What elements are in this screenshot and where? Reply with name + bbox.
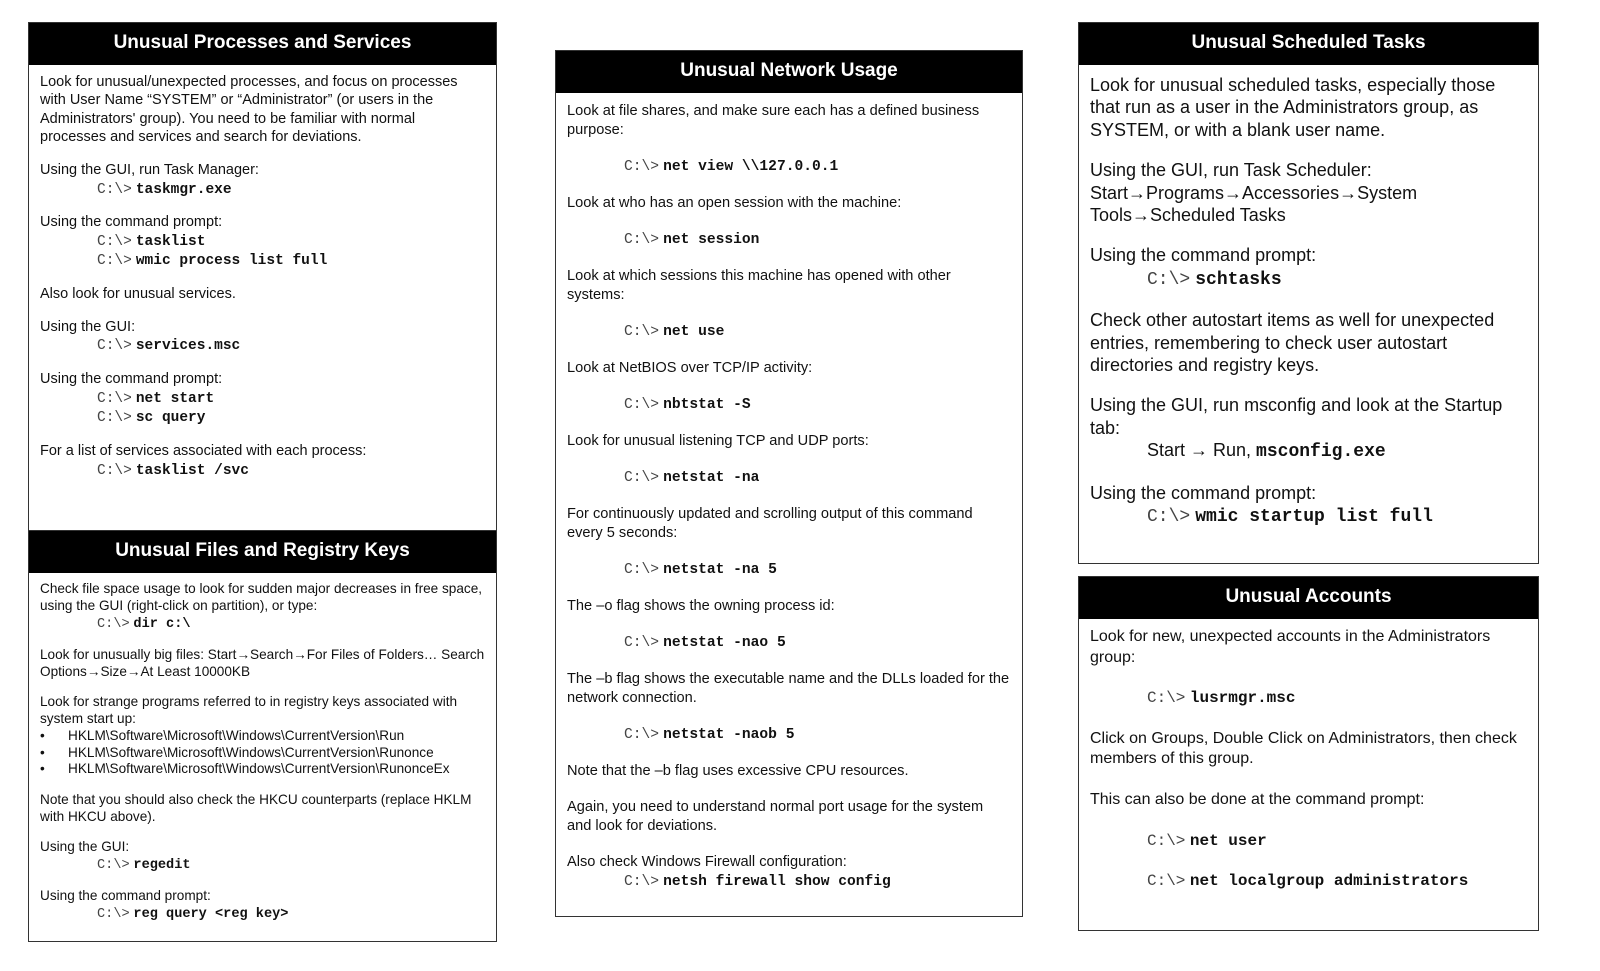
spacer xyxy=(40,825,485,839)
command-line xyxy=(40,408,485,427)
command-text: net start xyxy=(135,390,215,407)
command-text: regedit xyxy=(133,857,191,873)
command-prompt: C:\> xyxy=(97,857,130,873)
unusual-accounts-panel xyxy=(1078,576,1539,931)
spacer xyxy=(567,415,1011,432)
command-prompt: C:\> xyxy=(624,159,660,175)
instruction-text: Start → Run, xyxy=(1147,440,1257,461)
command-text: msconfig.exe xyxy=(1256,442,1386,463)
spacer xyxy=(567,580,1011,597)
command-text: sc query xyxy=(135,410,206,427)
spacer xyxy=(40,304,485,319)
spacer xyxy=(40,428,485,443)
paragraph: Again, you need to understand normal port usage for the system and look for deviations. xyxy=(567,799,984,834)
command-line xyxy=(40,336,485,355)
command-line xyxy=(40,389,485,408)
command-text: netstat -nao 5 xyxy=(663,635,786,651)
paragraph: The –o flag shows the owning process id: xyxy=(567,598,835,614)
spacer xyxy=(40,271,485,286)
paragraph: Using the GUI, run msconfig and look at the Startup tab: xyxy=(1090,395,1503,438)
paragraph: Look at NetBIOS over TCP/IP activity: xyxy=(567,360,813,376)
command-text: wmic startup list full xyxy=(1195,507,1433,528)
paragraph: Using the GUI: xyxy=(40,319,136,336)
spacer xyxy=(1090,770,1527,790)
paragraph: Check file space usage to look for sudden major decreases in free space, using the GUI (right-click on partition), or type: xyxy=(40,581,483,613)
command-prompt: C:\> xyxy=(624,397,660,413)
spacer xyxy=(567,488,1011,505)
command-text: lusrmgr.msc xyxy=(1189,689,1296,708)
spacer xyxy=(567,836,1011,853)
command-prompt: C:\> xyxy=(97,906,130,922)
command-line xyxy=(1090,688,1527,709)
spacer xyxy=(1090,464,1527,482)
unusual-processes-panel xyxy=(28,22,497,531)
command-line xyxy=(40,905,485,924)
spacer xyxy=(567,708,1011,725)
command-line xyxy=(1090,871,1527,892)
paragraph: Look for unusual listening TCP and UDP ports: xyxy=(567,433,869,449)
command-line xyxy=(567,322,1011,342)
paragraph: Using the GUI, run Task Scheduler: xyxy=(1090,160,1372,181)
spacer xyxy=(40,199,485,214)
paragraph: Start→Programs→Accessories→System Tools→Scheduled Tasks xyxy=(1090,182,1418,226)
command-prompt: C:\> xyxy=(1147,269,1191,290)
paragraph: The –b flag shows the executable name and the DLLs loaded for the network connection. xyxy=(567,671,1010,706)
command-text: netstat -na 5 xyxy=(663,562,777,578)
spacer xyxy=(567,177,1011,194)
command-line xyxy=(40,461,485,480)
command-line xyxy=(567,468,1011,488)
spacer xyxy=(567,781,1011,798)
command-line xyxy=(567,633,1011,653)
paragraph: Also look for unusual services. xyxy=(40,286,236,303)
command-text: schtasks xyxy=(1195,269,1282,290)
spacer xyxy=(1090,376,1527,394)
panel-title: Unusual Accounts xyxy=(1079,577,1538,619)
paragraph: Note that you should also check the HKCU counterparts (replace HKLM with HKCU above). xyxy=(40,791,472,824)
command-text: net view \\127.0.0.1 xyxy=(663,159,839,175)
command-prompt: C:\> xyxy=(1147,872,1186,891)
command-text: net localgroup administrators xyxy=(1189,872,1469,891)
panel-body xyxy=(29,65,496,480)
paragraph: This can also be done at the command prompt: xyxy=(1090,790,1425,808)
spacer xyxy=(40,778,485,792)
paragraph: Using the command prompt: xyxy=(40,214,223,231)
spacer xyxy=(40,147,485,162)
command-text: netsh firewall show config xyxy=(663,874,891,890)
paragraph: Look at which sessions this machine has opened with other systems: xyxy=(567,268,951,303)
paragraph: Look at who has an open session with the machine: xyxy=(567,195,902,211)
panel-body xyxy=(29,573,496,924)
command-prompt: C:\> xyxy=(97,390,132,407)
command-text: net session xyxy=(663,232,760,248)
spacer xyxy=(1090,291,1527,309)
instruction-line xyxy=(1090,439,1527,463)
paragraph: For a list of services associated with each process: xyxy=(40,443,367,460)
command-line xyxy=(567,560,1011,580)
registry-key-item: • HKLM\Software\Microsoft\Windows\CurrentVersion\RunonceEx xyxy=(40,761,485,778)
command-text: reg query <reg key> xyxy=(133,906,289,922)
panel-body xyxy=(1079,65,1538,529)
paragraph: Look for new, unexpected accounts in the Administrators group: xyxy=(1090,628,1491,666)
paragraph: Look at file shares, and make sure each has a defined business purpose: xyxy=(567,103,980,138)
spacer xyxy=(567,305,1011,322)
command-line xyxy=(40,615,485,634)
paragraph: Look for unusual/unexpected processes, and focus on processes with User Name “SYSTEM” or “Administrator” (or users in the Administrators' group). You need to be familiar with normal processes and services and search for deviations. xyxy=(40,74,458,146)
spacer xyxy=(567,745,1011,762)
spacer xyxy=(567,451,1011,468)
panel-title: Unusual Network Usage xyxy=(556,51,1022,93)
command-text: services.msc xyxy=(135,338,241,355)
command-prompt: C:\> xyxy=(1147,831,1186,850)
command-prompt: C:\> xyxy=(624,470,660,486)
command-text: net use xyxy=(663,324,725,340)
command-line xyxy=(40,232,485,251)
paragraph: Note that the –b flag uses excessive CPU resources. xyxy=(567,763,909,779)
command-prompt: C:\> xyxy=(624,727,660,743)
command-line xyxy=(567,157,1011,177)
paragraph: Click on Groups, Double Click on Administrators, then check members of this group. xyxy=(1090,729,1517,768)
spacer xyxy=(1090,811,1527,831)
spacer xyxy=(40,875,485,889)
spacer xyxy=(40,633,485,647)
spacer xyxy=(1090,851,1527,871)
panel-title: Unusual Files and Registry Keys xyxy=(29,531,496,573)
spacer xyxy=(567,616,1011,633)
command-text: tasklist xyxy=(135,233,206,250)
command-line xyxy=(40,251,485,270)
command-text: dir c:\ xyxy=(133,616,191,632)
command-prompt: C:\> xyxy=(97,616,130,632)
spacer xyxy=(567,378,1011,395)
registry-key-item: • HKLM\Software\Microsoft\Windows\CurrentVersion\Runonce xyxy=(40,745,485,762)
panel-title: Unusual Scheduled Tasks xyxy=(1079,23,1538,65)
paragraph: Using the command prompt: xyxy=(1090,245,1317,266)
unusual-scheduled-tasks-panel xyxy=(1078,22,1539,564)
command-line xyxy=(567,230,1011,250)
command-prompt: C:\> xyxy=(624,562,660,578)
paragraph: Using the command prompt: xyxy=(40,371,223,388)
paragraph: For continuously updated and scrolling output of this command every 5 seconds: xyxy=(567,506,973,541)
spacer xyxy=(567,342,1011,359)
paragraph: Check other autostart items as well for unexpected entries, remembering to check user autostart directories and registry keys. xyxy=(1090,310,1495,376)
command-text: taskmgr.exe xyxy=(135,181,232,198)
command-text: wmic process list full xyxy=(135,253,328,270)
command-prompt: C:\> xyxy=(624,324,660,340)
spacer xyxy=(1090,668,1527,688)
paragraph: Look for strange programs referred to in registry keys associated with system start up: xyxy=(40,694,458,726)
command-prompt: C:\> xyxy=(97,462,132,479)
command-prompt: C:\> xyxy=(624,232,660,248)
spacer xyxy=(567,543,1011,560)
command-line xyxy=(40,180,485,199)
command-text: netstat -naob 5 xyxy=(663,727,795,743)
command-prompt: C:\> xyxy=(97,410,132,427)
spacer xyxy=(1090,141,1527,159)
spacer xyxy=(1090,226,1527,244)
spacer xyxy=(567,213,1011,230)
command-line xyxy=(1090,504,1527,528)
registry-key-item: • HKLM\Software\Microsoft\Windows\CurrentVersion\Run xyxy=(40,728,485,745)
command-line xyxy=(1090,831,1527,852)
paragraph: Using the command prompt: xyxy=(40,888,211,904)
paragraph: Look for unusually big files: Start→Search→For Files of Folders… Search Options→Size→At Least 10000KB xyxy=(40,646,485,679)
command-line xyxy=(1090,267,1527,291)
command-prompt: C:\> xyxy=(97,338,132,355)
command-line xyxy=(567,872,1011,892)
spacer xyxy=(40,681,485,695)
command-text: nbtstat -S xyxy=(663,397,751,413)
paragraph: Look for unusual scheduled tasks, especially those that run as a user in the Administrators group, as SYSTEM, or with a blank user name. xyxy=(1090,75,1496,140)
spacer xyxy=(1090,709,1527,729)
command-prompt: C:\> xyxy=(97,181,132,198)
panel-title: Unusual Processes and Services xyxy=(29,23,496,65)
unusual-network-panel xyxy=(555,50,1023,917)
paragraph: Using the GUI, run Task Manager: xyxy=(40,162,259,179)
command-text: net user xyxy=(1189,831,1267,850)
paragraph: Using the command prompt: xyxy=(1090,482,1317,503)
spacer xyxy=(567,653,1011,670)
command-prompt: C:\> xyxy=(97,233,132,250)
panel-body xyxy=(1079,619,1538,892)
command-line xyxy=(567,725,1011,745)
paragraph: Also check Windows Firewall configuration: xyxy=(567,854,847,870)
panel-body xyxy=(556,93,1022,892)
command-prompt: C:\> xyxy=(1147,689,1186,708)
spacer xyxy=(40,356,485,371)
command-prompt: C:\> xyxy=(97,253,132,270)
spacer xyxy=(567,250,1011,267)
command-prompt: C:\> xyxy=(624,635,660,651)
command-prompt: C:\> xyxy=(1147,507,1191,528)
command-line xyxy=(40,856,485,875)
unusual-files-panel xyxy=(28,530,497,942)
paragraph: Using the GUI: xyxy=(40,838,130,854)
command-text: tasklist /svc xyxy=(135,462,249,479)
command-text: netstat -na xyxy=(663,470,760,486)
command-line xyxy=(567,395,1011,415)
command-prompt: C:\> xyxy=(624,874,660,890)
spacer xyxy=(567,140,1011,157)
